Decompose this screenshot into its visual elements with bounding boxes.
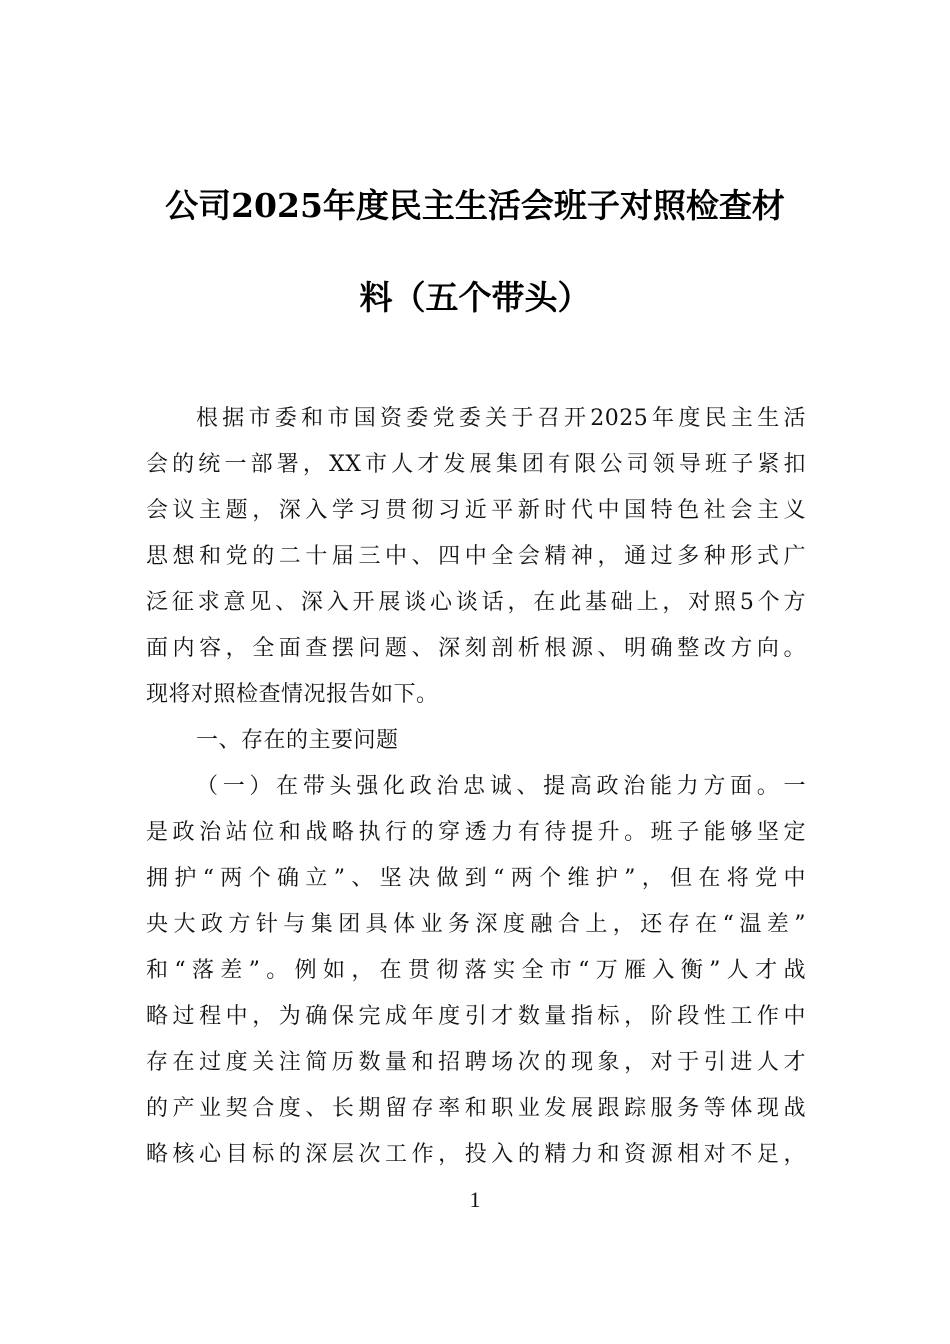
intro-line: 会的统一部署，XX市人才发展集团有限公司领导班子紧扣 — [146, 452, 806, 477]
intro-line: 思想和党的二十届三中、四中全会精神，通过多种形式广 — [146, 544, 806, 569]
document-body — [146, 396, 806, 1178]
section-heading: 一、存在的主要问题 — [196, 728, 399, 753]
subsection-line: （一）在带头强化政治忠诚、提高政治能力方面。一 — [196, 774, 806, 799]
intro-line: 根据市委和市国资委党委关于召开2025年度民主生活 — [196, 406, 806, 431]
intro-line: 会议主题，深入学习贯彻习近平新时代中国特色社会主义 — [146, 498, 806, 523]
subsection-line: 央大政方针与集团具体业务深度融合上，还存在“温差” — [146, 912, 806, 937]
document-title — [130, 160, 820, 344]
subsection-line: 和“落差”。例如，在贯彻落实全市“万雁入衡”人才战 — [146, 958, 806, 983]
subsection-line: 略核心目标的深层次工作，投入的精力和资源相对不足， — [146, 1142, 806, 1167]
intro-line: 面内容，全面查摆问题、深刻剖析根源、明确整改方向。 — [146, 636, 806, 661]
subsection-line: 拥护“两个确立”、坚决做到“两个维护”，但在将党中 — [146, 866, 806, 891]
page-number: 1 — [469, 1187, 481, 1212]
subsection-line: 的产业契合度、长期留存率和职业发展跟踪服务等体现战 — [146, 1096, 806, 1121]
subsection-line: 存在过度关注简历数量和招聘场次的现象，对于引进人才 — [146, 1050, 806, 1075]
subsection-line: 略过程中，为确保完成年度引才数量指标，阶段性工作中 — [146, 1004, 806, 1029]
subsection-line: 是政治站位和战略执行的穿透力有待提升。班子能够坚定 — [146, 820, 806, 845]
title-line-1: 公司2025年度民主生活会班子对照检查材 — [165, 186, 785, 225]
intro-line: 泛征求意见、深入开展谈心谈话，在此基础上，对照5个方 — [146, 590, 806, 615]
intro-line: 现将对照检查情况报告如下。 — [146, 682, 439, 707]
title-line-2: 料（五个带头） — [359, 278, 591, 317]
